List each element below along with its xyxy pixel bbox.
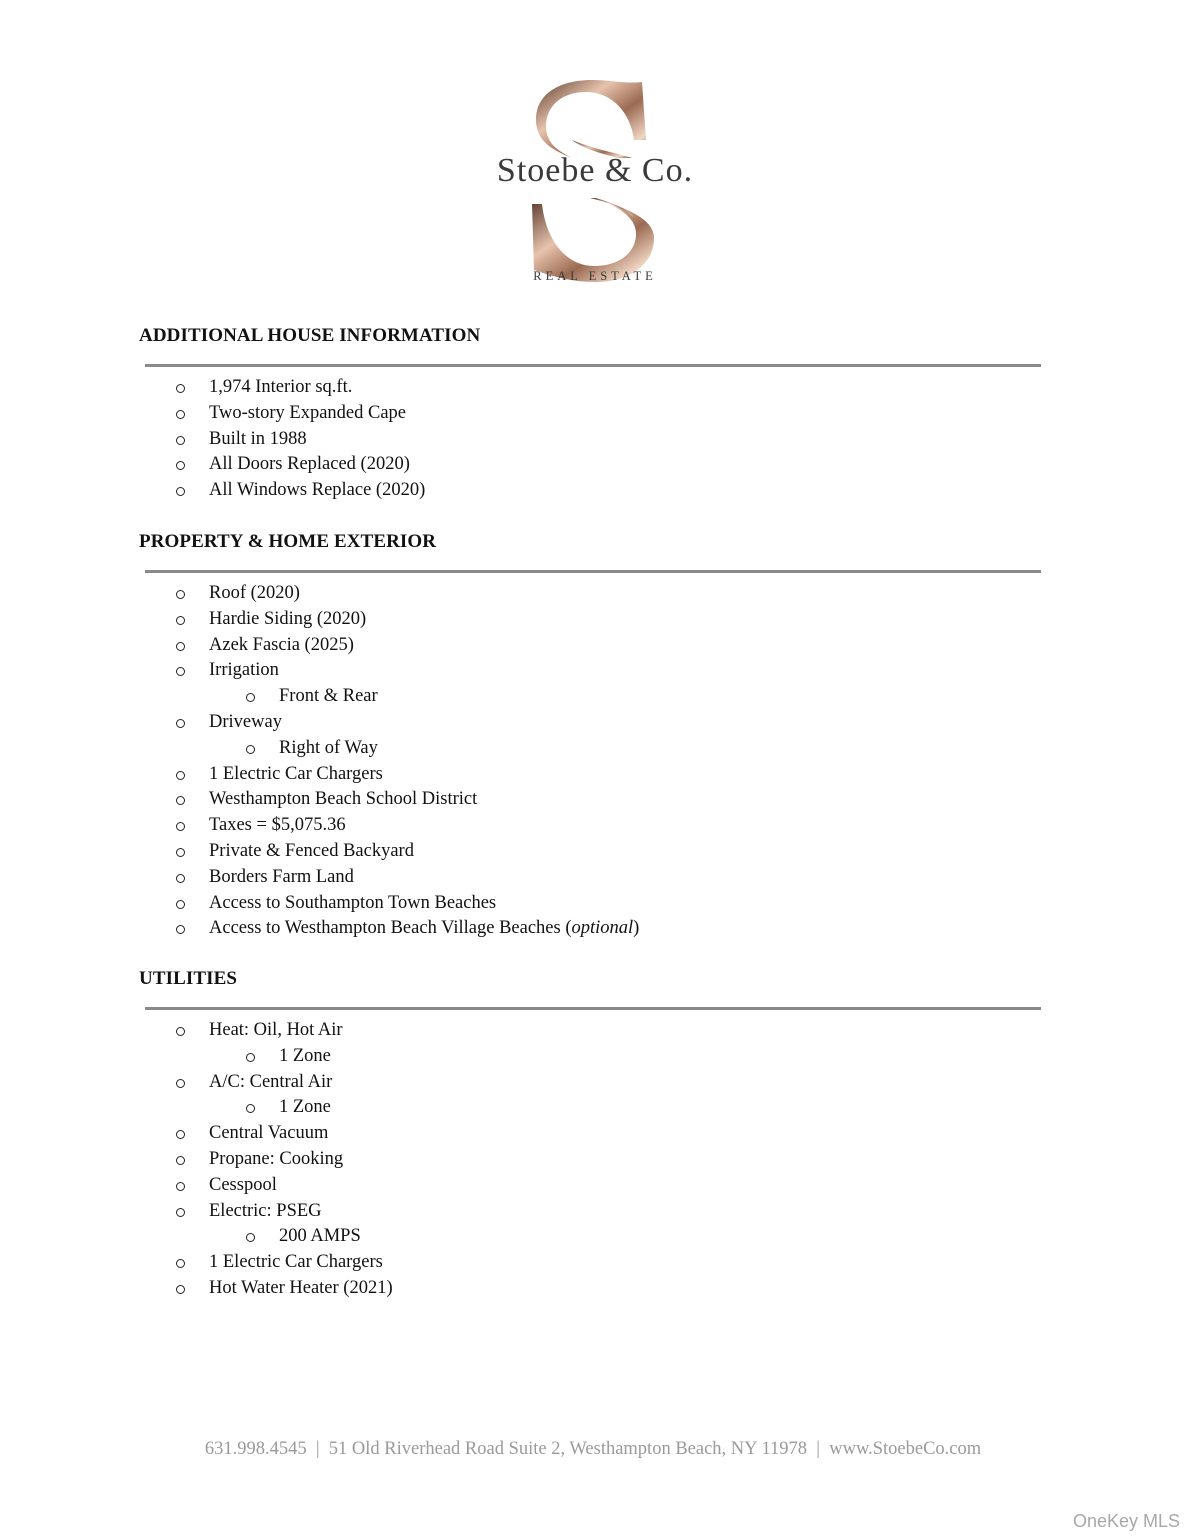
circle-bullet-icon (176, 771, 185, 780)
list-item (139, 710, 1044, 736)
section-heading: UTILITIES (139, 968, 238, 989)
circle-bullet-icon (176, 461, 185, 470)
contact-footer: 631.998.4545 | 51 Old Riverhead Road Suite 2, Westhampton Beach, NY 11978 | www.StoebeCo.com (204, 1439, 982, 1459)
circle-bullet-icon (246, 693, 255, 702)
circle-bullet-icon (176, 667, 185, 676)
list-item-text: Two-story Expanded Cape (209, 402, 407, 423)
list-item-text: 1,974 Interior sq.ft. (209, 377, 353, 397)
list-item-text: Central Vacuum (209, 1123, 329, 1144)
circle-bullet-icon (176, 1259, 185, 1268)
circle-bullet-icon (176, 1285, 185, 1294)
list-item (139, 658, 1044, 684)
list-item-text: A/C: Central Air (209, 1071, 333, 1092)
circle-bullet-icon (176, 900, 185, 909)
circle-bullet-icon (176, 410, 185, 419)
section-divider (145, 570, 1041, 573)
list-item (139, 607, 1044, 633)
list-item-text: 200 AMPS (279, 1226, 361, 1247)
list-item (139, 1250, 1044, 1276)
circle-bullet-icon (176, 1182, 185, 1191)
circle-bullet-icon (176, 796, 185, 805)
section-heading: ADDITIONAL HOUSE INFORMATION (139, 325, 481, 346)
list-item-text: Access to Westhampton Beach Village Beaches ( (209, 918, 572, 939)
list-item (139, 375, 1044, 401)
circle-bullet-icon (246, 745, 255, 754)
list-item-text: 1 Zone (279, 1097, 331, 1118)
circle-bullet-icon (176, 616, 185, 625)
circle-bullet-icon (176, 822, 185, 831)
circle-bullet-icon (176, 487, 185, 496)
list-item (139, 1070, 1044, 1096)
list-item-text: Driveway (209, 711, 282, 732)
list-item (139, 427, 1044, 453)
list-item-text: Westhampton Beach School District (209, 789, 478, 810)
circle-bullet-icon (176, 1027, 185, 1036)
list-item-text: 1 Electric Car Chargers (209, 763, 383, 784)
section-additional-house-information (139, 325, 1044, 504)
list-item-text: Propane: Cooking (209, 1148, 344, 1169)
list-item (139, 1276, 1044, 1302)
list-item-text: Borders Farm Land (209, 866, 354, 887)
circle-bullet-icon (246, 1233, 255, 1242)
list-item (139, 1018, 1044, 1044)
sub-list-item (139, 1095, 1044, 1121)
list-item-text: Electric: PSEG (209, 1200, 322, 1221)
circle-bullet-icon (176, 384, 185, 393)
circle-bullet-icon (176, 642, 185, 651)
list-item (139, 452, 1044, 478)
section-divider (145, 364, 1041, 367)
feature-list (139, 1018, 1044, 1302)
feature-list (139, 375, 1044, 504)
circle-bullet-icon (176, 719, 185, 728)
list-item (139, 581, 1044, 607)
circle-bullet-icon (176, 1156, 185, 1165)
sub-list-item (139, 736, 1044, 762)
circle-bullet-icon (176, 1130, 185, 1139)
sub-list-item (139, 684, 1044, 710)
list-item-text: Right of Way (279, 737, 378, 758)
list-item (139, 1173, 1044, 1199)
circle-bullet-icon (176, 590, 185, 599)
section-property-home-exterior (139, 531, 1044, 942)
list-item-text: Heat: Oil, Hot Air (209, 1020, 343, 1040)
circle-bullet-icon (246, 1104, 255, 1113)
list-item-italic-text: optional (571, 918, 634, 939)
list-item (139, 1199, 1044, 1225)
list-item-text: All Doors Replaced (2020) (209, 454, 410, 475)
circle-bullet-icon (176, 1208, 185, 1217)
list-item-text: Taxes = $5,075.36 (209, 815, 346, 836)
section-utilities (139, 968, 1044, 1302)
list-item (139, 762, 1044, 788)
sub-list-item (139, 1044, 1044, 1070)
list-item-text: Built in 1988 (209, 428, 307, 449)
sub-list-item (139, 1224, 1044, 1250)
list-item (139, 787, 1044, 813)
list-item-text: Front & Rear (279, 686, 378, 707)
list-item (139, 916, 1044, 942)
list-item-text: 1 Electric Car Chargers (209, 1252, 383, 1273)
list-item (139, 865, 1044, 891)
list-item (139, 401, 1044, 427)
section-heading: PROPERTY & HOME EXTERIOR (139, 531, 437, 552)
circle-bullet-icon (176, 874, 185, 883)
list-item (139, 633, 1044, 659)
circle-bullet-icon (246, 1053, 255, 1062)
list-item (139, 1147, 1044, 1173)
company-logo (470, 70, 720, 295)
list-item-text: Private & Fenced Backyard (209, 840, 414, 861)
circle-bullet-icon (176, 436, 185, 445)
list-item-text: All Windows Replace (2020) (209, 480, 426, 501)
mls-watermark: OneKey MLS (1072, 1511, 1180, 1531)
list-item (139, 813, 1044, 839)
circle-bullet-icon (176, 925, 185, 934)
list-item-text: Hardie Siding (2020) (209, 608, 367, 629)
feature-list (139, 581, 1044, 942)
list-item-text: Access to Southampton Town Beaches (209, 892, 497, 913)
list-item (139, 839, 1044, 865)
list-item (139, 478, 1044, 504)
list-item-text: Hot Water Heater (2021) (209, 1277, 393, 1298)
circle-bullet-icon (176, 1079, 185, 1088)
list-item-text: 1 Zone (279, 1045, 331, 1066)
list-item (139, 1121, 1044, 1147)
circle-bullet-icon (176, 848, 185, 857)
list-item-trailing-text: ) (633, 918, 640, 939)
section-divider (145, 1007, 1041, 1010)
logo-subtitle: REAL ESTATE (533, 269, 657, 283)
list-item (139, 891, 1044, 917)
list-item-text: Azek Fascia (2025) (209, 634, 354, 655)
logo-wordmark: Stoebe & Co. (496, 152, 694, 189)
list-item-text: Irrigation (209, 660, 279, 681)
list-item-text: Roof (2020) (209, 583, 300, 603)
list-item-text: Cesspool (209, 1174, 277, 1195)
